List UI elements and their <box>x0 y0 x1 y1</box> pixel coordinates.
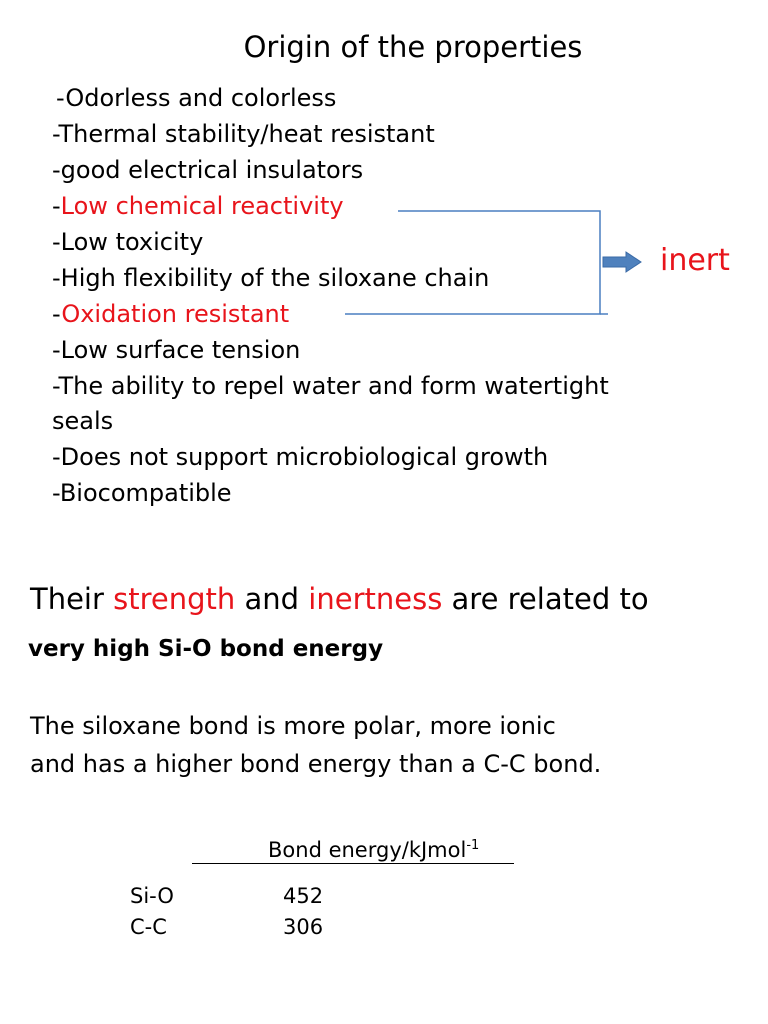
property-text: seals <box>52 407 114 435</box>
inertness-highlight: inertness <box>308 582 443 616</box>
statement-line <box>30 582 649 616</box>
bullet-dash: - <box>52 264 61 292</box>
bullet-dash: - <box>52 192 61 220</box>
table-header-text: Bond energy/kJmol <box>268 838 467 862</box>
property-text: Low surface tension <box>60 336 301 364</box>
bond-energy-emphasis: very high Si-O bond energy <box>28 636 384 662</box>
property-text: good electrical insulators <box>60 156 364 184</box>
bullet-dash: - <box>56 84 66 112</box>
bullet-dash: - <box>52 479 60 507</box>
bullet-dash: - <box>52 228 61 256</box>
property-text: Low toxicity <box>60 228 204 256</box>
arrow-right-icon <box>603 252 641 272</box>
table-header-underline <box>192 863 514 864</box>
slide-title: Origin of the properties <box>243 30 583 64</box>
inert-label: inert <box>660 243 730 278</box>
bullet-dash: - <box>52 336 61 364</box>
bullet-dash: - <box>52 372 59 400</box>
bullet-dash: - <box>52 120 59 148</box>
property-text-highlighted: Oxidation resistant <box>61 300 290 328</box>
property-text: High flexibility of the siloxane chain <box>60 264 490 292</box>
property-text: Does not support microbiological growth <box>60 443 549 471</box>
property-text: Odorless and colorless <box>65 84 337 112</box>
table-cell-bond: Si-O <box>130 884 174 908</box>
paragraph-line-2: and has a higher bond energy than a C-C bond. <box>30 750 602 778</box>
table-cell-energy: 306 <box>283 915 324 939</box>
table-header-superscript: -1 <box>466 838 480 853</box>
bracket-line <box>345 211 600 314</box>
paragraph-line-1: The siloxane bond is more polar, more ionic <box>30 712 556 740</box>
strength-highlight: strength <box>113 582 236 616</box>
bullet-dash: - <box>52 156 61 184</box>
statement-text: and <box>235 582 309 616</box>
bullet-dash: - <box>52 300 62 328</box>
statement-text: are related to <box>442 582 649 616</box>
property-text: The ability to repel water and form watertight <box>58 372 609 400</box>
bullet-dash: - <box>52 443 61 471</box>
statement-text: Their <box>30 582 114 616</box>
table-cell-energy: 452 <box>283 884 324 908</box>
property-text: Thermal stability/heat resistant <box>58 120 435 148</box>
property-text-highlighted: Low chemical reactivity <box>60 192 344 220</box>
table-cell-bond: C-C <box>130 915 167 939</box>
property-text: Biocompatible <box>59 479 232 507</box>
table-header <box>268 838 479 862</box>
